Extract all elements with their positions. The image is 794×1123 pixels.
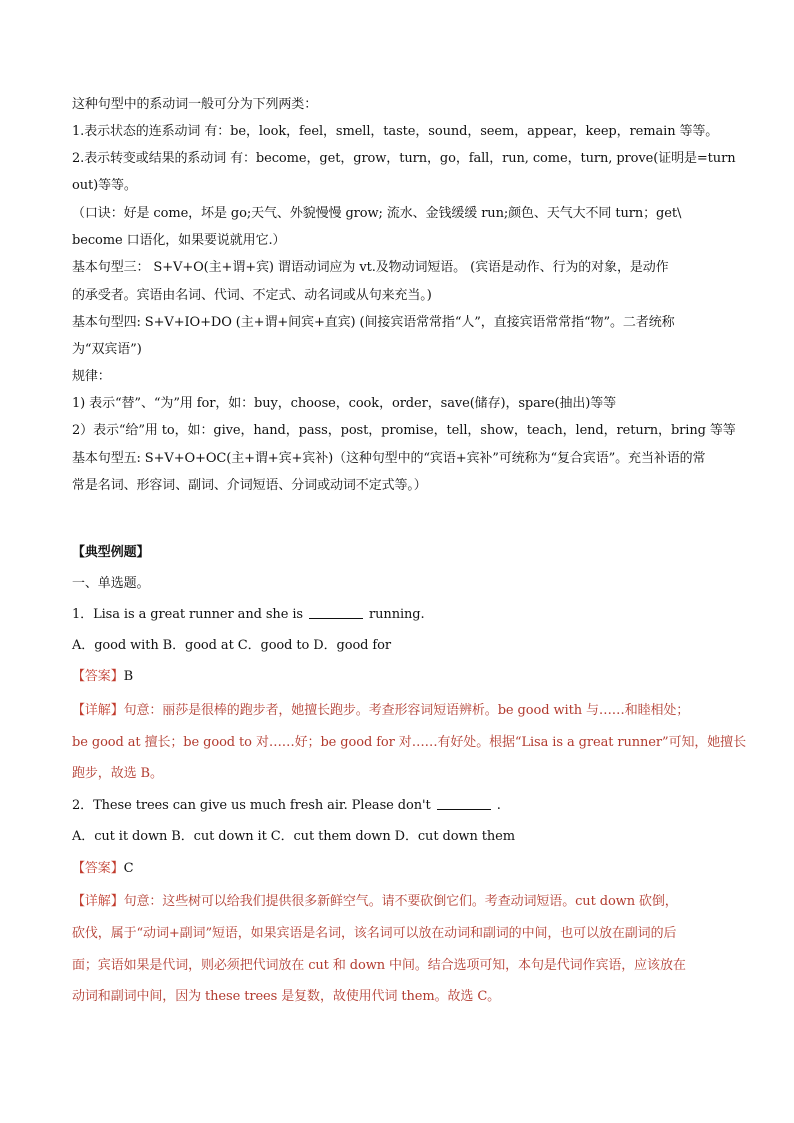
answer-value: B — [123, 669, 134, 684]
answer-tag: 【答案】 — [72, 669, 124, 684]
question-1-stem — [72, 606, 732, 624]
question-2-detail-3: 面；宾语如果是代词，则必须把代词放在 cut 和 down 中间。结合选项可知，本句是代词作宾语，应该放在 — [72, 958, 686, 973]
question-2-stem-end: . — [496, 798, 501, 813]
question-1-options: A．good with B．good at C．good to D．good for — [72, 638, 391, 653]
grammar-item-1: 1.表示状态的连系动词 有：be，look，feel，smell，taste，sound，seem，appear，keep，remain 等等。 — [72, 124, 719, 139]
detail-text: 句意：这些树可以给我们提供很多新鲜空气。请不要砍倒它们。考查动词短语。cut down 砍倒， — [123, 894, 678, 909]
rule-1: 1) 表示“替”、“为”用 for，如：buy，choose，cook，order，save(储存)，spare(抽出)等等 — [72, 396, 617, 411]
grammar-item-2-cont: out)等等。 — [72, 178, 137, 193]
grammar-intro: 这种句型中的系动词一般可分为下列两类： — [72, 97, 318, 112]
question-2-options: A．cut it down B．cut down it C．cut them down D．cut down them — [72, 829, 515, 844]
question-2-answer — [72, 860, 732, 878]
question-1-answer — [72, 668, 732, 686]
pattern-3-line-1: 基本句型三： S+V+O(主+谓+宾) 谓语动词应为 vt.及物动词短语。 (宾语是动作、行为的对象，是动作 — [72, 260, 669, 275]
grammar-item-2: 2.表示转变或结果的系动词 有：become，get，grow，turn，go，fall，run, come，turn, prove(证明是=turn — [72, 151, 736, 166]
pattern-5-line-1: 基本句型五: S+V+O+OC(主+谓+宾+宾补)（这种句型中的“宾语+宾补”可统称为“复合宾语”。充当补语的常 — [72, 451, 706, 466]
mnemonic-line-1: （口诀：好是 come，坏是 go;天气、外貌慢慢 grow; 流水、金钱缓缓 run;颜色、天气大不同 turn；get\ — [72, 206, 682, 221]
rule-title: 规律： — [72, 369, 111, 384]
pattern-4-line-2: 为“双宾语”) — [72, 342, 142, 357]
mnemonic-line-2: become 口语化，如果要说就用它.） — [72, 233, 286, 248]
detail-tag: 【详解】 — [72, 894, 124, 909]
section-title: 【典型例题】 — [72, 545, 150, 560]
question-1-stem-start: 1．Lisa is a great runner and she is — [72, 607, 303, 622]
question-1-stem-end: running. — [369, 607, 425, 622]
question-2-stem — [72, 797, 732, 815]
question-1-blank — [309, 606, 363, 619]
rule-2: 2）表示“给”用 to，如：give，hand，pass，post，promise，tell，show，teach，lend，return，bring 等等 — [72, 423, 736, 438]
pattern-4-line-1: 基本句型四: S+V+IO+DO (主+谓+间宾+直宾) (间接宾语常常指“人”，直接宾语常常指“物”。二者统称 — [72, 315, 675, 330]
question-2-detail-1 — [72, 893, 732, 911]
question-1-detail-2: be good at 擅长；be good to 对……好；be good for 对……有好处。根据“Lisa is a great runner”可知，她擅长 — [72, 735, 746, 750]
part-title: 一、单选题。 — [72, 576, 150, 591]
answer-tag: 【答案】 — [72, 861, 124, 876]
detail-text: 句意：丽莎是很棒的跑步者，她擅长跑步。考查形容词短语辨析。be good with 与……和睦相处； — [123, 703, 690, 718]
question-2-detail-4: 动词和副词中间，因为 these trees 是复数，故使用代词 them。故选 C。 — [72, 989, 501, 1004]
question-1-detail-3: 跑步，故选 B。 — [72, 766, 163, 781]
question-2-stem-start: 2．These trees can give us much fresh air. Please don't — [72, 798, 431, 813]
answer-value: C — [123, 861, 134, 876]
question-2-detail-2: 砍伐，属于“动词+副词”短语，如果宾语是名词，该名词可以放在动词和副词的中间，也可以放在副词的后 — [72, 926, 677, 941]
question-1-detail-1 — [72, 702, 732, 720]
question-2-blank — [437, 797, 491, 810]
pattern-5-line-2: 常是名词、形容词、副词、介词短语、分词或动词不定式等。） — [72, 478, 427, 493]
detail-tag: 【详解】 — [72, 703, 124, 718]
pattern-3-line-2: 的承受者。宾语由名词、代词、不定式、动名词或从句来充当。) — [72, 288, 432, 303]
